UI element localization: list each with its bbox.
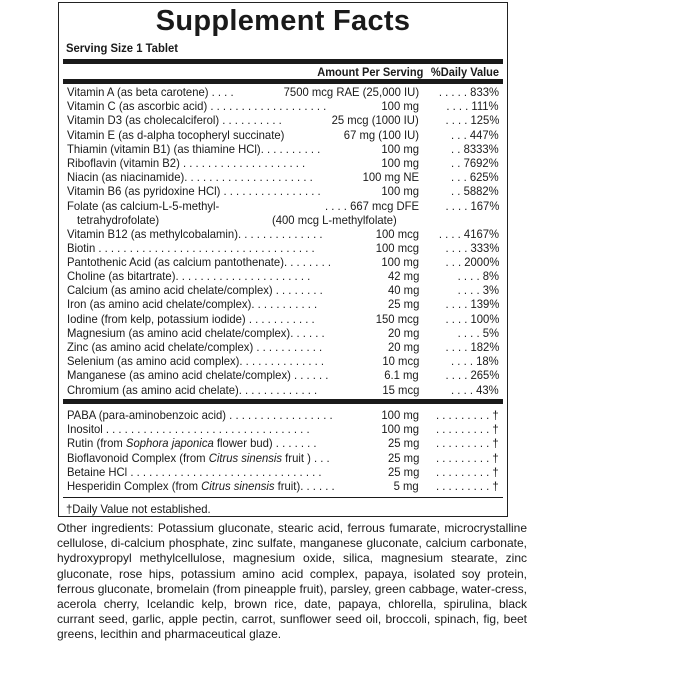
nutrient-amount: 20 mg: [387, 325, 419, 340]
nutrient-name: Chromium (as amino acid chelate). . . . . . . . . . . . .: [67, 382, 318, 397]
nutrient-amount: 100 mcg: [375, 226, 419, 241]
nutrient-row: [67, 465, 499, 479]
nutrient-amount: 7500 mcg RAE (25,000 IU): [283, 85, 419, 99]
supplement-facts-panel: [58, 2, 508, 517]
nutrient-name-part: fruit). . . . . .: [274, 478, 335, 493]
nutrient-daily-value: . . . . 43%: [451, 382, 499, 397]
nutrient-name-part: flower bud) . . . . . . .: [213, 436, 317, 451]
botanical-name: Citrus sinensis: [208, 450, 283, 465]
header-daily-value: %Daily Value: [430, 65, 499, 79]
nutrient-daily-value: . . . . 333%: [445, 240, 499, 255]
nutrient-daily-value: . . . . 167%: [445, 198, 499, 213]
nutrient-amount: 100 mg: [381, 155, 419, 170]
nutrient-daily-value: . . . . . 833%: [438, 85, 499, 99]
thick-divider: [63, 79, 503, 84]
nutrient-name: [67, 479, 335, 493]
nutrient-amount: 100 mg: [381, 254, 419, 269]
nutrient-name-part: fruit ) . . .: [282, 450, 330, 465]
nutrient-daily-value: . . . . . . . . . †: [436, 450, 499, 465]
nutrient-amount: 100 mg: [381, 408, 419, 422]
nutrient-row: [67, 383, 499, 397]
nutrient-daily-value: . . . . 111%: [446, 99, 499, 114]
nutrient-row: [67, 184, 499, 198]
nutrient-daily-value: . . 7692%: [451, 155, 499, 170]
nutrient-row: [67, 368, 499, 382]
nutrient-daily-value: . . . 625%: [451, 170, 499, 185]
other-ingredients: Other ingredients: Potassium gluconate, stearic acid, ferrous fumarate, microcrystalline cellulose, di-calcium phosphate, zinc sulfate, manganese gluconate, calcium carbonate, hydroxypropyl methylcellulose, magnesium oxide, silica, magnesium stearate, zinc gluconate, rose hips, potassium amino acid complex, papaya, isolated soy protein, ferrous gluconate, bromelain (from pineapple fruit), parsley, green cabbage, water-cress, acerola cherry, Icelandic kelp, brown rice, date, papaya, chlorella, spirulina, black currant seed, garlic, apple pectin, carrot, sunflower seed oil, broccoli, spinach, fig, beet greens, lecithin and pharmaceutical glaze.: [57, 521, 527, 642]
botanical-name: Citrus sinensis: [201, 478, 275, 493]
nutrient-amount-continued: (400 mcg L-methylfolate): [272, 212, 397, 227]
nutrient-name: Vitamin C (as ascorbic acid) . . . . . . . . . . . . . . . . . . .: [67, 99, 327, 114]
nutrient-daily-value: . . . . 4167%: [438, 226, 499, 241]
nutrient-row: [67, 297, 499, 311]
nutrient-daily-value: . . 5882%: [451, 184, 499, 199]
nutrient-name: Riboflavin (vitamin B2) . . . . . . . . . . . . . . . . . . . .: [67, 155, 306, 170]
nutrient-amount: 150 mcg: [375, 311, 419, 326]
nutrient-name: Iron (as amino acid chelate/complex). . . . . . . . . . .: [67, 297, 318, 312]
nutrient-name: Folate (as calcium-L-5-methyl-: [67, 198, 220, 213]
nutrient-name: Calcium (as amino acid chelate/complex) . . . . . . . .: [67, 283, 323, 298]
nutrient-amount: 100 mcg: [375, 240, 419, 255]
nutrient-amount: 15 mcg: [382, 382, 419, 397]
nutrient-name: Selenium (as amino acid complex). . . . . . . . . . . . . .: [67, 354, 325, 369]
other-nutrients-list: [67, 408, 499, 493]
nutrient-name: Vitamin B12 (as methylcobalamin). . . . . . . . . . . . . .: [67, 226, 323, 241]
nutrient-row: [67, 422, 499, 436]
serving-size: Serving Size 1 Tablet: [66, 41, 179, 55]
nutrient-row: [67, 479, 499, 493]
nutrient-name: Betaine HCl . . . . . . . . . . . . . . . . . . . . . . . . . . . . . . .: [67, 464, 322, 479]
nutrient-row: [67, 326, 499, 340]
nutrient-name: Vitamin D3 (as cholecalciferol) . . . . . . . . . .: [67, 113, 282, 128]
nutrient-row: [67, 227, 499, 241]
nutrient-name: Iodine (from kelp, potassium iodide) . . . . . . . . . . .: [67, 311, 315, 326]
nutrient-amount: 5 mg: [393, 478, 419, 493]
nutrient-daily-value: . . . . . . . . . †: [436, 478, 499, 493]
nutrient-daily-value: . . . . . . . . . †: [436, 422, 499, 437]
nutrient-daily-value: . . . . 8%: [457, 269, 499, 284]
nutrient-name: Vitamin A (as beta carotene) . . . .: [67, 85, 234, 99]
nutrient-row: [67, 156, 499, 170]
nutrient-name-continued: tetrahydrofolate): [77, 212, 160, 227]
nutrient-daily-value: . . . 2000%: [445, 254, 499, 269]
thick-divider: [63, 399, 503, 404]
nutrient-name: Niacin (as niacinamide). . . . . . . . . . . . . . . . . . . . .: [67, 170, 313, 185]
nutrient-row: [67, 255, 499, 269]
nutrient-amount: 25 mg: [387, 297, 419, 312]
nutrient-amount: 100 mg: [381, 184, 419, 199]
nutrient-amount: 42 mg: [387, 269, 419, 284]
nutrient-name: PABA (para-aminobenzoic acid) . . . . . . . . . . . . . . . . .: [67, 408, 333, 422]
footnote: †Daily Value not established.: [66, 502, 211, 516]
nutrient-daily-value: . . . . 265%: [445, 368, 499, 383]
nutrient-daily-value: . . 8333%: [451, 141, 499, 156]
thick-divider: [63, 59, 503, 64]
nutrient-row: [67, 436, 499, 450]
nutrient-amount: 20 mg: [387, 340, 419, 354]
nutrient-row: [67, 128, 499, 142]
nutrient-row: [67, 451, 499, 465]
nutrient-row: [67, 269, 499, 283]
nutrient-amount: 25 mcg (1000 IU): [331, 113, 419, 128]
nutrient-name: Vitamin E (as d-alpha tocopheryl succinate): [67, 127, 285, 142]
nutrient-daily-value: . . . . 100%: [445, 311, 499, 326]
nutrient-amount: 100 mg NE: [362, 170, 419, 185]
nutrient-amount: 6.1 mg: [384, 368, 419, 383]
nutrient-name: Manganese (as amino acid chelate/complex) . . . . . .: [67, 368, 329, 383]
nutrient-amount: 25 mg: [387, 436, 419, 451]
botanical-name: Sophora japonica: [125, 436, 214, 451]
nutrient-name: Choline (as bitartrate). . . . . . . . . . . . . . . . . . . . . .: [67, 269, 311, 284]
nutrient-daily-value: . . . . 139%: [445, 297, 499, 312]
nutrient-row: [67, 241, 499, 255]
nutrient-row: [67, 199, 499, 227]
nutrient-daily-value: . . . . . . . . . †: [436, 436, 499, 451]
nutrient-daily-value: . . . . 18%: [451, 354, 499, 369]
nutrient-name: [67, 451, 330, 465]
header-amount-per-serving: Amount Per Serving: [316, 65, 423, 79]
nutrient-amount: 100 mg: [381, 141, 419, 156]
nutrient-name: Vitamin B6 (as pyridoxine HCl) . . . . . . . . . . . . . . . .: [67, 184, 321, 199]
nutrient-daily-value: . . . 447%: [451, 127, 499, 142]
nutrient-row: [67, 85, 499, 99]
nutrient-row: [67, 354, 499, 368]
nutrient-row: [67, 340, 499, 354]
nutrient-name: Thiamin (vitamin B1) (as thiamine HCl). . . . . . . . . .: [67, 141, 321, 156]
nutrient-name: Biotin . . . . . . . . . . . . . . . . . . . . . . . . . . . . . . . . . . .: [67, 240, 315, 255]
nutrient-daily-value: . . . . . . . . . †: [436, 408, 499, 422]
nutrient-amount: 40 mg: [387, 283, 419, 298]
nutrient-amount: 100 mg: [381, 99, 419, 114]
nutrient-name: Magnesium (as amino acid chelate/complex). . . . . .: [67, 325, 325, 340]
vitamin-mineral-list: [67, 85, 499, 397]
nutrient-daily-value: . . . . . . . . . †: [436, 464, 499, 479]
nutrient-row: [67, 170, 499, 184]
nutrient-amount: 25 mg: [387, 464, 419, 479]
nutrient-row: [67, 283, 499, 297]
nutrient-row: [67, 142, 499, 156]
nutrient-name: Pantothenic Acid (as calcium pantothenate). . . . . . . .: [67, 254, 331, 269]
nutrient-row: [67, 99, 499, 113]
nutrient-name-part: Hesperidin Complex (from: [67, 478, 202, 493]
nutrient-name-part: Bioflavonoid Complex (from: [67, 450, 209, 465]
thin-divider: [63, 497, 503, 498]
nutrient-daily-value: . . . . 5%: [457, 325, 499, 340]
nutrient-row: [67, 113, 499, 127]
nutrient-amount: . . . . 667 mcg DFE: [324, 198, 419, 213]
nutrient-amount: 10 mcg: [382, 354, 419, 369]
nutrient-name-part: Rutin (from: [67, 436, 126, 451]
nutrient-name: Zinc (as amino acid chelate/complex) . . . . . . . . . . .: [67, 340, 323, 354]
nutrient-name: Inositol . . . . . . . . . . . . . . . . . . . . . . . . . . . . . . . . .: [67, 422, 310, 437]
nutrient-row: [67, 408, 499, 422]
nutrient-row: [67, 312, 499, 326]
nutrient-name: [67, 436, 317, 450]
nutrient-amount: 25 mg: [387, 450, 419, 465]
panel-title: Supplement Facts: [155, 5, 411, 37]
nutrient-amount: 67 mg (100 IU): [343, 127, 419, 142]
nutrient-daily-value: . . . . 3%: [457, 283, 499, 298]
nutrient-daily-value: . . . . 125%: [445, 113, 499, 128]
nutrient-daily-value: . . . . 182%: [445, 340, 499, 354]
nutrient-amount: 100 mg: [381, 422, 419, 437]
